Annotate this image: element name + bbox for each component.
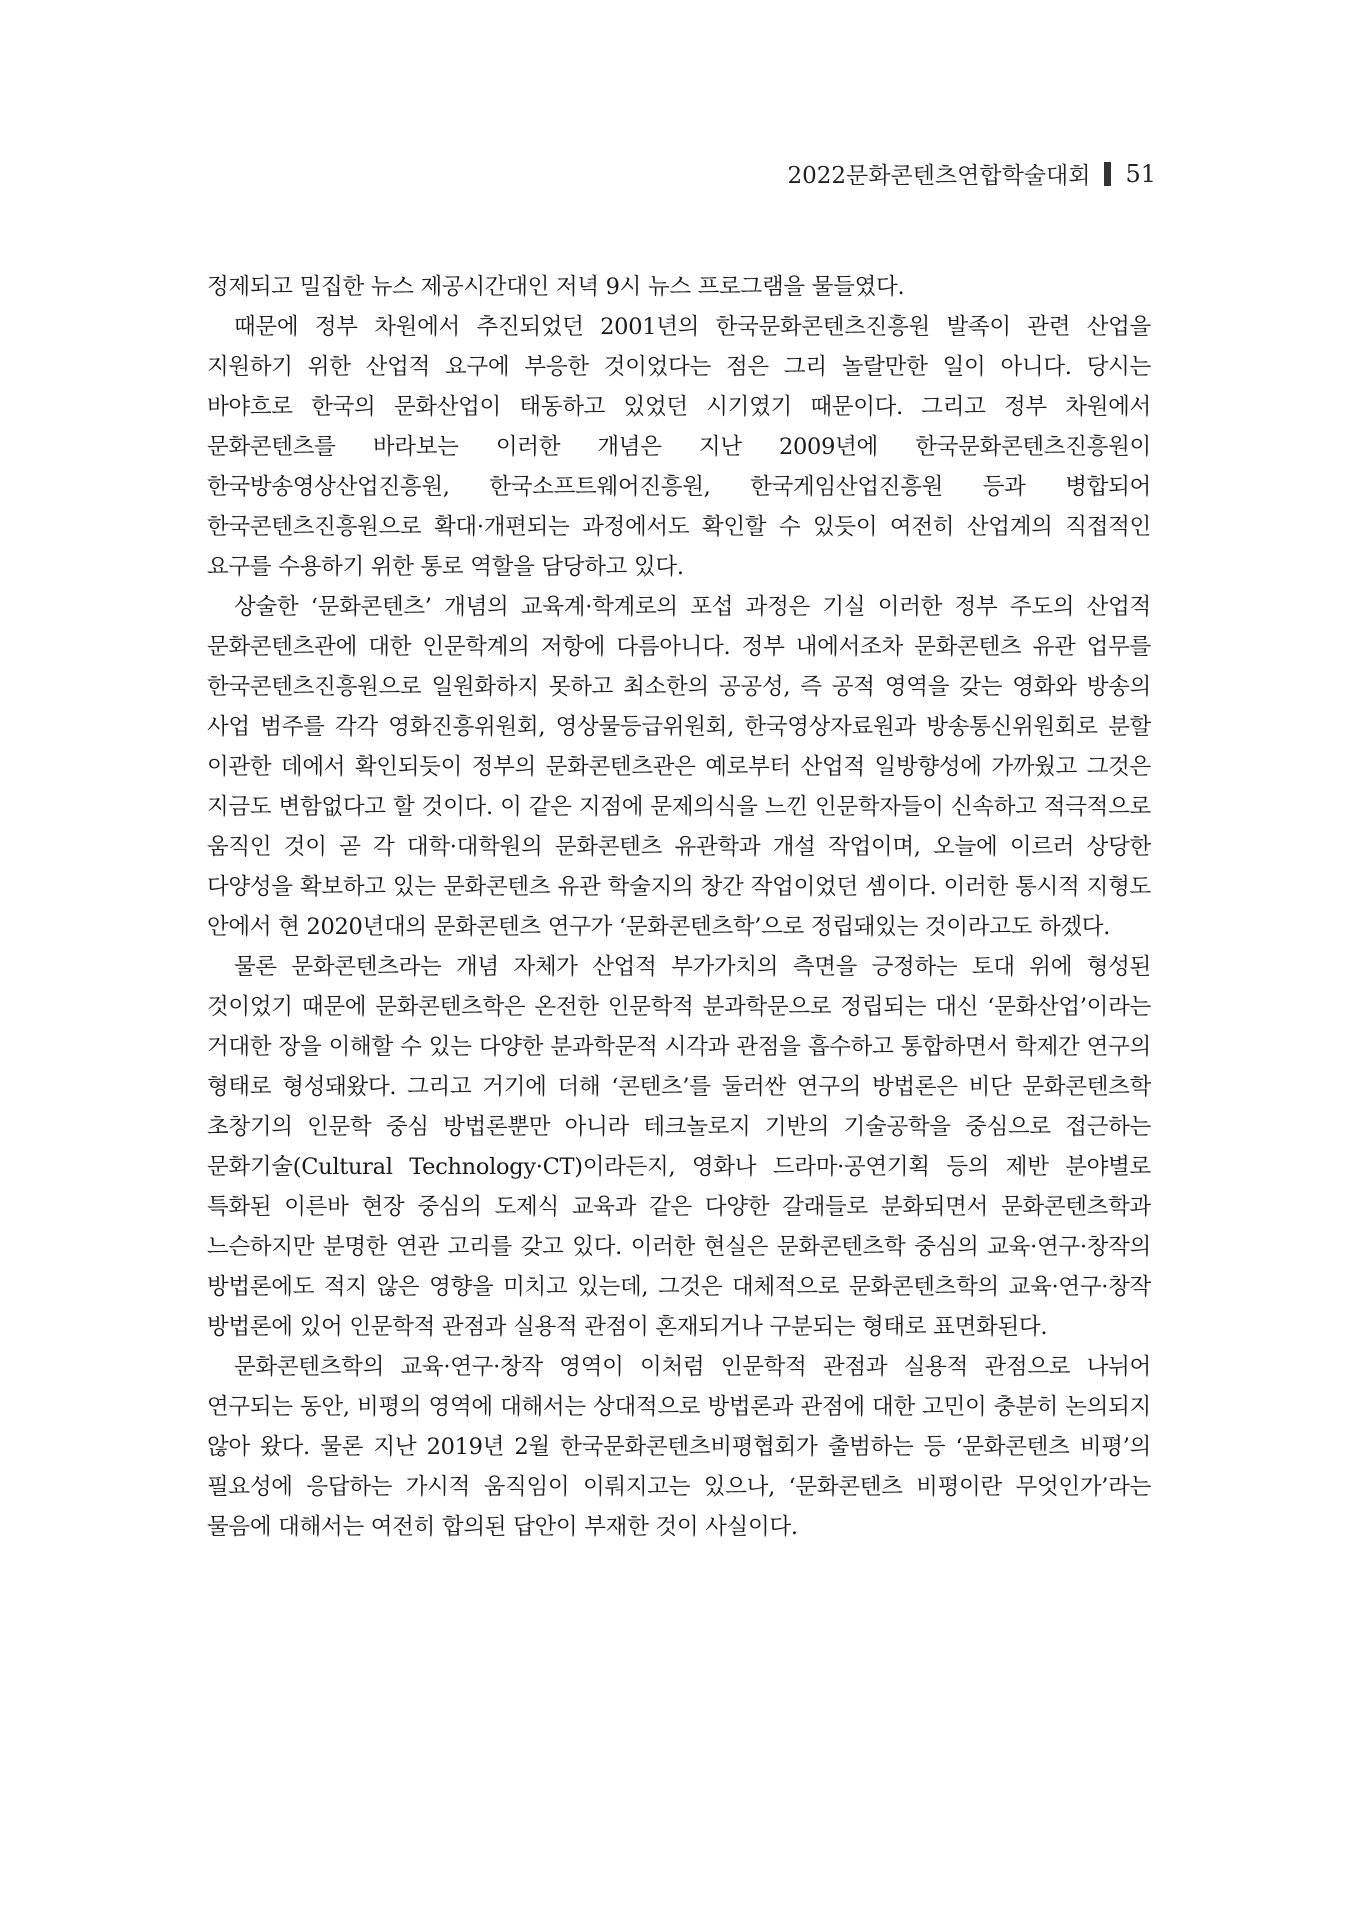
page-number: 51: [1125, 159, 1156, 188]
paragraph-1: 정제되고 밀집한 뉴스 제공시간대인 저녁 9시 뉴스 프로그램을 물들였다.: [207, 274, 905, 300]
paragraph-4: 물론 문화콘텐츠라는 개념 자체가 산업적 부가가치의 측면을 긍정하는 토대 위에 형성된 것이었기 때문에 문화콘텐츠학은 온전한 인문학적 분과학문으로 정립되는 대신 ‘문화산업’이라는 거대한 장을 이해할 수 있는 다양한 분과학문적 시각과 관점을 흡수하고 통합하면서 학제간 연구의 형태로 형성돼왔다. 그리고 거기에 더해 ‘콘텐츠’를 둘러싼 연구의 방법론은 비단 문화콘텐츠학 초창기의 인문학 중심 방법론뿐만 아니라 테크놀로지 기반의 기술공학을 중심으로 접근하는 문화기술(Cultural Technology·CT)이라든지, 영화나 드라마·공연기획 등의 제반 분야별로 특화된 이른바 현장 중심의 도제식 교육과 같은 다양한 갈래들로 분화되면서 문화콘텐츠학과 느슨하지만 분명한 연관 고리를 갖고 있다. 이러한 현실은 문화콘텐츠학 중심의 교육·연구·창작의 방법론에도 적지 않은 영향을 미치고 있는데, 그것은 대체적으로 문화콘텐츠학의 교육·연구·창작 방법론에 있어 인문학적 관점과 실용적 관점이 혼재되거나 구분되는 형태로 표면화된다.: [207, 954, 1151, 1340]
paragraph-3: 상술한 ‘문화콘텐츠’ 개념의 교육계·학계로의 포섭 과정은 기실 이러한 정부 주도의 산업적 문화콘텐츠관에 대한 인문학계의 저항에 다름아니다. 정부 내에서조차 문화콘텐츠 유관 업무를 한국콘텐츠진흥원으로 일원화하지 못하고 최소한의 공공성, 즉 공적 영역을 갖는 영화와 방송의 사업 범주를 각각 영화진흥위원회, 영상물등급위원회, 한국영상자료원과 방송통신위원회로 분할 이관한 데에서 확인되듯이 정부의 문화콘텐츠관은 예로부터 산업적 일방향성에 가까웠고 그것은 지금도 변함없다고 할 것이다. 이 같은 지점에 문제의식을 느낀 인문학자들이 신속하고 적극적으로 움직인 것이 곧 각 대학·대학원의 문화콘텐츠 유관학과 개설 작업이며, 오늘에 이르러 상당한 다양성을 확보하고 있는 문화콘텐츠 유관 학술지의 창간 작업이었던 셈이다. 이러한 통시적 지형도 안에서 현 2020년대의 문화콘텐츠 연구가 ‘문화콘텐츠학’으로 정립돼있는 것이라고도 하겠다.: [207, 594, 1151, 940]
header-separator-bar: [1104, 162, 1111, 186]
running-header: [788, 157, 1156, 190]
body-text: [207, 267, 1151, 1547]
running-title: 2022문화콘텐츠연합학술대회: [787, 163, 1091, 189]
paragraph-2: 때문에 정부 차원에서 추진되었던 2001년의 한국문화콘텐츠진흥원 발족이 관련 산업을 지원하기 위한 산업적 요구에 부응한 것이었다는 점은 그리 놀랄만한 일이 아니다. 당시는 바야흐로 한국의 문화산업이 태동하고 있었던 시기였기 때문이다. 그리고 정부 차원에서 문화콘텐츠를 바라보는 이러한 개념은 지난 2009년에 한국문화콘텐츠진흥원이 한국방송영상산업진흥원, 한국소프트웨어진흥원, 한국게임산업진흥원 등과 병합되어 한국콘텐츠진흥원으로 확대·개편되는 과정에서도 확인할 수 있듯이 여전히 산업계의 직접적인 요구를 수용하기 위한 통로 역할을 담당하고 있다.: [207, 314, 1151, 580]
paragraph-5: 문화콘텐츠학의 교육·연구·창작 영역이 이처럼 인문학적 관점과 실용적 관점으로 나뉘어 연구되는 동안, 비평의 영역에 대해서는 상대적으로 방법론과 관점에 대한 고민이 충분히 논의되지 않아 왔다. 물론 지난 2019년 2월 한국문화콘텐츠비평협회가 출범하는 등 ‘문화콘텐츠 비평’의 필요성에 응답하는 가시적 움직임이 이뤄지고는 있으나, ‘문화콘텐츠 비평이란 무엇인가’라는 물음에 대해서는 여전히 합의된 답안이 부재한 것이 사실이다.: [207, 1354, 1151, 1540]
